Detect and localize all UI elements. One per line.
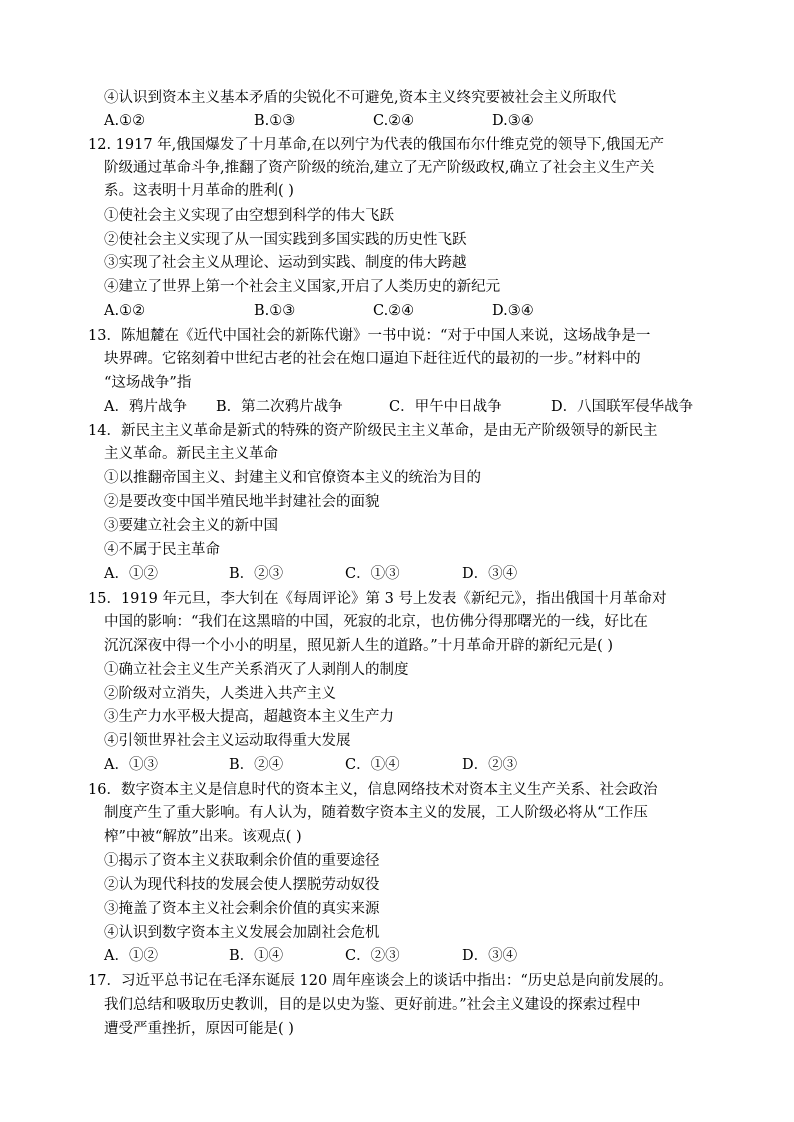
q12-statement-2: ②使社会主义实现了从一国实践到多国实践的历史性飞跃	[104, 232, 467, 248]
q13-option-b[interactable]: B．第二次鸦片战争	[216, 399, 343, 415]
q11-option-d[interactable]: D.③④	[492, 113, 534, 129]
q16-stem-line-2: 制度产生了重大影响。有人认为，随着数字资本主义的发展，工人阶级必将从“工作压	[104, 805, 648, 821]
q11-option-a[interactable]: A.①②	[104, 113, 146, 129]
q13-option-d[interactable]: D．八国联军侵华战争	[551, 399, 694, 415]
q13-stem-line-1: 13．陈旭麓在《近代中国社会的新陈代谢》一书中说：“对于中国人来说，这场战争是一	[88, 328, 651, 344]
q16-option-d[interactable]: D．③④	[462, 948, 518, 964]
q14-statement-4: ④不属于民主革命	[104, 542, 220, 558]
q14-option-d[interactable]: D．③④	[462, 566, 518, 582]
q16-statement-1: ①揭示了资本主义获取剩余价值的重要途径	[104, 853, 380, 869]
q16-stem-line-1: 16．数字资本主义是信息时代的资本主义，信息网络技术对资本主义生产关系、社会政治	[88, 782, 658, 798]
q14-stem-line-2: 主义革命。新民主主义革命	[104, 446, 278, 462]
q16-statement-4: ④认识到数字资本主义发展会加剧社会危机	[104, 925, 380, 941]
q15-statement-1: ①确立社会主义生产关系消灭了人剥削人的制度	[104, 662, 409, 678]
q13-option-c[interactable]: C．甲午中日战争	[389, 399, 502, 415]
q16-option-c[interactable]: C．②③	[345, 948, 400, 964]
q17-stem-line-2: 我们总结和吸取历史教训，目的是以史为鉴、更好前进。”社会主义建设的探索过程中	[104, 997, 641, 1013]
q12-statement-1: ①使社会主义实现了由空想到科学的伟大飞跃	[104, 208, 394, 224]
q14-statement-3: ③要建立社会主义的新中国	[104, 518, 278, 534]
q15-statement-4: ④引领世界社会主义运动取得重大发展	[104, 733, 351, 749]
q12-option-b[interactable]: B.①③	[254, 303, 296, 319]
q11-option-c[interactable]: C.②④	[373, 113, 415, 129]
q16-option-b[interactable]: B．①④	[229, 948, 284, 964]
q14-option-a[interactable]: A．①②	[104, 566, 158, 582]
q13-stem-line-3: “这场战争”指	[104, 375, 192, 391]
q12-stem-line-3: 系。这表明十月革命的胜利( )	[104, 183, 294, 199]
q12-option-a[interactable]: A.①②	[104, 303, 146, 319]
q17-stem-line-3: 遭受严重挫折，原因可能是( )	[104, 1021, 294, 1037]
q14-statement-2: ②是要改变中国半殖民地半封建社会的面貌	[104, 494, 380, 510]
q16-statement-3: ③掩盖了资本主义社会剩余价值的真实来源	[104, 901, 380, 917]
q12-stem-line-2: 阶级通过革命斗争,推翻了资产阶级的统治,建立了无产阶级政权,确立了社会主义生产关	[104, 160, 655, 176]
q12-stem-line-1: 12. 1917 年,俄国爆发了十月革命,在以列宁为代表的俄国布尔什维克党的领导下,俄国无产	[88, 137, 665, 153]
q12-option-c[interactable]: C.②④	[373, 303, 415, 319]
q14-option-b[interactable]: B．②③	[229, 566, 284, 582]
q15-statement-3: ③生产力水平极大提高，超越资本主义生产力	[104, 709, 394, 725]
q11-option-b[interactable]: B.①③	[254, 113, 296, 129]
q11-statement-4: ④认识到资本主义基本矛盾的尖锐化不可避免,资本主义终究要被社会主义所取代	[104, 90, 617, 106]
q15-stem-line-1: 15．1919 年元旦，李大钊在《每周评论》第 3 号上发表《新纪元》，指出俄国十月革命对	[88, 591, 667, 607]
q12-statement-4: ④建立了世界上第一个社会主义国家,开启了人类历史的新纪元	[104, 279, 501, 295]
q15-stem-line-3: 沉沉深夜中得一个小小的明星，照见新人生的道路。”十月革命开辟的新纪元是( )	[104, 638, 614, 654]
q14-option-c[interactable]: C．①③	[345, 566, 400, 582]
q14-stem-line-1: 14．新民主主义革命是新式的特殊的资产阶级民主主义革命，是由无产阶级领导的新民主	[88, 423, 658, 439]
q14-statement-1: ①以推翻帝国主义、封建主义和官僚资本主义的统治为目的	[104, 470, 481, 486]
q15-option-a[interactable]: A．①③	[104, 757, 158, 773]
q12-option-d[interactable]: D.③④	[492, 303, 534, 319]
q16-statement-2: ②认为现代科技的发展会使人摆脱劳动奴役	[104, 877, 380, 893]
q17-stem-line-1: 17．习近平总书记在毛泽东诞辰 120 周年座谈会上的谈话中指出：“历史总是向前发展的。	[88, 973, 673, 989]
q12-statement-3: ③实现了社会主义从理论、运动到实践、制度的伟大跨越	[104, 255, 467, 271]
q15-option-c[interactable]: C．①④	[345, 757, 400, 773]
q15-statement-2: ②阶级对立消失，人类进入共产主义	[104, 686, 336, 702]
q16-stem-line-3: 榨”中被“解放”出来。该观点( )	[104, 829, 302, 845]
q15-stem-line-2: 中国的影响：“我们在这黑暗的中国，死寂的北京，也仿佛分得那曙光的一线，好比在	[104, 614, 648, 630]
q13-option-a[interactable]: A．鸦片战争	[104, 399, 187, 415]
q15-option-b[interactable]: B．②④	[229, 757, 284, 773]
q16-option-a[interactable]: A．①②	[104, 948, 158, 964]
q13-stem-line-2: 块界碑。它铭刻着中世纪古老的社会在炮口逼迫下赶往近代的最初的一步。”材料中的	[104, 351, 641, 367]
q15-option-d[interactable]: D．②③	[462, 757, 518, 773]
